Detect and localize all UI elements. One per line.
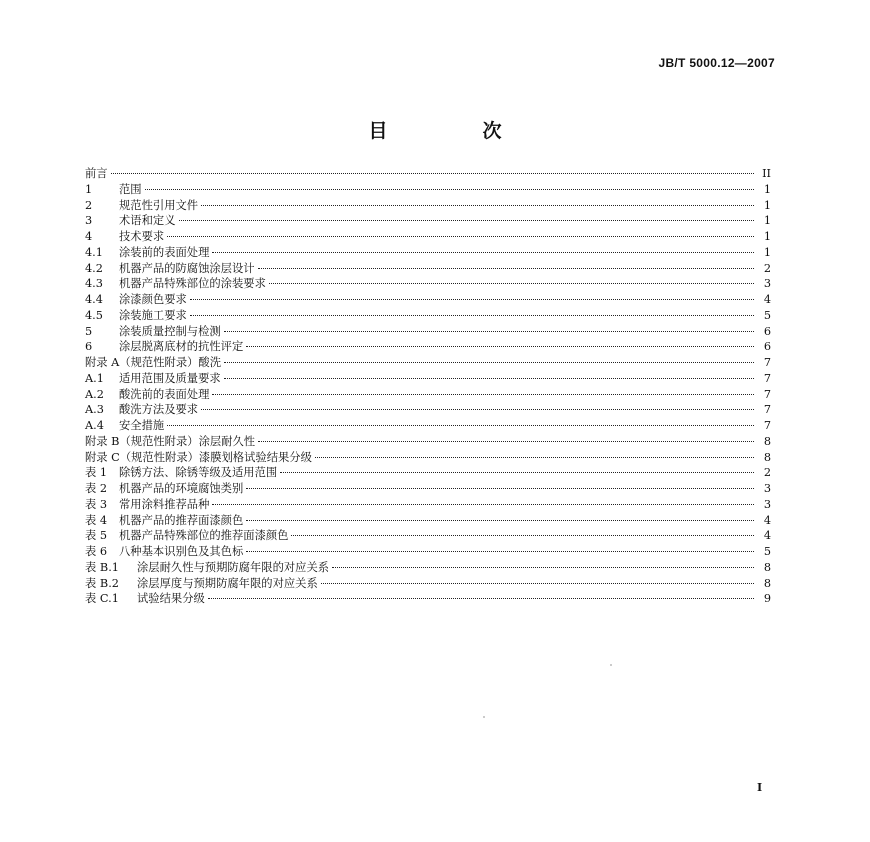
- toc-dot-leader: [315, 457, 754, 458]
- toc-dot-leader: [212, 252, 754, 253]
- toc-entry-number: 4.1: [85, 245, 103, 259]
- toc-entry[interactable]: [85, 261, 771, 277]
- toc-entry-page: 1: [763, 198, 771, 212]
- toc-dot-leader: [269, 283, 754, 284]
- toc-dot-leader: [246, 520, 754, 521]
- toc-entry-number: 4.4: [85, 293, 103, 306]
- toc-entry-page: 1: [763, 230, 771, 243]
- toc-entry-label: [85, 182, 142, 198]
- toc-entry-page: 8: [763, 560, 771, 574]
- toc-entry-label: [85, 166, 108, 182]
- toc-entry-number: 表 1: [85, 466, 108, 480]
- toc-entry-page: 7: [763, 371, 771, 385]
- toc-dot-leader: [208, 598, 754, 599]
- toc-entry[interactable]: [85, 308, 771, 324]
- toc-entry[interactable]: [85, 245, 771, 261]
- toc-entry[interactable]: [85, 182, 771, 198]
- toc-entry-label: [85, 213, 176, 229]
- toc-entry[interactable]: [85, 418, 771, 434]
- toc-entry-page: 1: [763, 214, 771, 228]
- toc-dot-leader: [179, 220, 755, 221]
- toc-entry-label: [85, 229, 164, 245]
- toc-dot-leader: [246, 551, 754, 552]
- toc-entry[interactable]: [85, 528, 771, 544]
- toc-entry[interactable]: [85, 434, 771, 450]
- toc-entry-text: 适用范围及质量要求: [119, 371, 221, 385]
- toc-entry-text: 术语和定义: [119, 214, 176, 228]
- toc-entry-page: 8: [763, 434, 771, 448]
- toc-entry[interactable]: [85, 513, 771, 529]
- toc-entry-label: [85, 528, 288, 544]
- toc-dot-leader: [145, 189, 754, 190]
- toc-entry-number: 表 3: [85, 497, 108, 511]
- toc-entry-label: [85, 497, 209, 513]
- toc-entry-number: 1: [85, 182, 93, 196]
- toc-entry-label: [85, 292, 187, 308]
- toc-entry-text: 涂装前的表面处理: [119, 245, 210, 259]
- toc-entry-text: 机器产品特殊部位的涂装要求: [119, 277, 266, 291]
- toc-entry-label: [85, 324, 221, 340]
- toc-entry-text: 涂层脱离底材的抗性评定: [119, 340, 244, 354]
- toc-entry-page: 6: [763, 324, 771, 338]
- toc-entry-page: 4: [763, 513, 771, 527]
- toc-entry-number: 4.5: [85, 308, 103, 322]
- toc-entry-label: [85, 418, 164, 434]
- toc-entry-page: 9: [763, 592, 771, 606]
- toc-dot-leader: [190, 299, 754, 300]
- toc-entry-page: 8: [763, 450, 771, 464]
- toc-entry[interactable]: [85, 591, 771, 607]
- toc-entry-text: 试验结果分级: [137, 592, 205, 606]
- toc-entry-text: 常用涂料推荐品种: [119, 497, 210, 511]
- toc-entry-number: 表 B.1: [85, 560, 119, 574]
- toc-entry-page: 3: [763, 482, 771, 495]
- toc-entry-page: 5: [763, 545, 771, 558]
- toc-entry-number: 表 6: [85, 545, 108, 558]
- toc-entry-label: [85, 544, 243, 560]
- toc-entry[interactable]: [85, 544, 771, 560]
- toc-entry[interactable]: [85, 213, 771, 229]
- toc-entry[interactable]: [85, 292, 771, 308]
- toc-entry-number: 2: [85, 198, 93, 212]
- toc-entry-page: 7: [763, 403, 771, 417]
- toc-dot-leader: [321, 583, 754, 584]
- toc-dot-leader: [224, 331, 754, 332]
- toc-entry-text: 范围: [119, 182, 142, 196]
- toc-dot-leader: [190, 315, 754, 316]
- toc-entry-label: [85, 402, 198, 418]
- toc-entry-text: 附录 B（规范性附录）涂层耐久性: [85, 434, 256, 448]
- toc-entry-page: 7: [763, 387, 771, 401]
- toc-dot-leader: [258, 268, 754, 269]
- toc-entry-page: II: [762, 167, 771, 180]
- toc-entry-page: 2: [763, 466, 771, 480]
- standard-code: JB/T 5000.12—2007: [658, 56, 775, 70]
- toc-entry-number: A.1: [85, 371, 104, 385]
- toc-entry-label: [85, 261, 255, 277]
- toc-entry-page: 7: [763, 419, 771, 432]
- toc-entry-label: [85, 591, 205, 607]
- toc-entry-text: 涂装质量控制与检测: [119, 324, 221, 338]
- toc-entry-text: 机器产品的推荐面漆颜色: [119, 513, 244, 527]
- toc-dot-leader: [332, 567, 754, 568]
- toc-entry-label: [85, 434, 255, 450]
- toc-entry[interactable]: [85, 465, 771, 481]
- toc-entry-text: 除锈方法、除锈等级及适用范围: [119, 466, 278, 480]
- toc-entry[interactable]: [85, 371, 771, 387]
- toc-entry-text: 前言: [85, 167, 108, 180]
- toc-entry-number: 表 C.1: [85, 592, 119, 606]
- toc-entry-label: [85, 576, 318, 592]
- toc-entry-number: 4: [85, 230, 93, 243]
- toc-entry[interactable]: [85, 560, 771, 576]
- scan-speck: [483, 716, 485, 718]
- toc-entry-text: 机器产品的环境腐蚀类别: [119, 482, 244, 495]
- toc-entry-label: [85, 465, 277, 481]
- toc-entry-page: 1: [763, 182, 771, 196]
- toc-entry-text: 涂层厚度与预期防腐年限的对应关系: [137, 576, 318, 590]
- toc-entry-text: 机器产品的防腐蚀涂层设计: [119, 261, 255, 275]
- toc-entry-page: 3: [763, 497, 771, 511]
- toc-entry-page: 2: [763, 261, 771, 275]
- toc-entry-page: 8: [763, 576, 771, 590]
- toc-entry[interactable]: [85, 198, 771, 214]
- toc-entry-label: [85, 513, 243, 529]
- toc-entry-number: A.4: [85, 419, 104, 432]
- toc-entry[interactable]: [85, 339, 771, 355]
- toc-entry-page: 5: [763, 308, 771, 322]
- toc-entry-label: [85, 560, 329, 576]
- toc-dot-leader: [224, 378, 754, 379]
- toc-entry-number: 表 4: [85, 513, 108, 527]
- toc-entry-text: 八种基本识别色及其色标: [119, 545, 244, 558]
- toc-entry-page: 7: [763, 356, 771, 369]
- toc-entry-number: 表 2: [85, 482, 108, 495]
- toc-entry-number: 表 5: [85, 529, 108, 543]
- toc-dot-leader: [167, 236, 754, 237]
- toc-dot-leader: [167, 425, 754, 426]
- toc-entry[interactable]: [85, 402, 771, 418]
- page-title: 目 次: [368, 120, 540, 142]
- toc-entry-label: [85, 245, 209, 261]
- toc-entry-number: 4.2: [85, 261, 103, 275]
- toc-dot-leader: [111, 173, 754, 174]
- toc-entry-label: [85, 276, 266, 292]
- toc-entry[interactable]: [85, 324, 771, 340]
- toc-entry[interactable]: [85, 387, 771, 403]
- toc-entry-label: [85, 450, 312, 466]
- toc-entry-page: 4: [763, 529, 771, 543]
- toc-entry-text: 酸洗前的表面处理: [119, 387, 210, 401]
- toc-entry[interactable]: [85, 497, 771, 513]
- toc-entry-page: 4: [763, 293, 771, 306]
- toc-entry-label: [85, 481, 243, 497]
- toc-dot-leader: [258, 441, 754, 442]
- toc-entry-text: 酸洗方法及要求: [119, 403, 199, 417]
- toc-dot-leader: [246, 346, 754, 347]
- scan-speck: [610, 664, 612, 666]
- toc-entry-number: 6: [85, 340, 93, 354]
- toc-entry-label: [85, 198, 198, 214]
- toc-entry-label: [85, 387, 209, 403]
- toc-dot-leader: [246, 488, 754, 489]
- toc-dot-leader: [212, 394, 754, 395]
- toc-entry-number: 4.3: [85, 277, 103, 291]
- toc-dot-leader: [224, 362, 754, 363]
- toc-entry-number: A.3: [85, 403, 104, 417]
- toc-entry-page: 1: [763, 245, 771, 259]
- toc-entry-label: [85, 339, 243, 355]
- toc-dot-leader: [212, 504, 754, 505]
- toc-entry[interactable]: [85, 576, 771, 592]
- toc-entry-text: 安全措施: [119, 419, 165, 432]
- toc-entry-text: 附录 A（规范性附录）酸洗: [85, 356, 222, 369]
- table-of-contents: [85, 166, 771, 607]
- toc-entry-text: 涂装施工要求: [119, 308, 187, 322]
- toc-entry-label: [85, 355, 221, 371]
- toc-entry[interactable]: [85, 450, 771, 466]
- toc-dot-leader: [280, 472, 754, 473]
- toc-entry[interactable]: [85, 276, 771, 292]
- toc-entry-number: 表 B.2: [85, 576, 119, 590]
- toc-entry-number: 3: [85, 214, 93, 228]
- toc-dot-leader: [201, 205, 754, 206]
- toc-entry-text: 涂层耐久性与预期防腐年限的对应关系: [137, 560, 330, 574]
- toc-entry[interactable]: [85, 229, 771, 245]
- toc-entry-text: 附录 C（规范性附录）漆膜划格试验结果分级: [85, 450, 312, 464]
- toc-dot-leader: [201, 409, 754, 410]
- toc-entry-text: 涂漆颜色要求: [119, 293, 187, 306]
- toc-entry-label: [85, 308, 187, 324]
- toc-entry[interactable]: [85, 355, 771, 371]
- toc-entry[interactable]: [85, 481, 771, 497]
- toc-entry-number: 5: [85, 324, 93, 338]
- toc-entry-text: 规范性引用文件: [119, 198, 199, 212]
- toc-entry-text: 技术要求: [119, 230, 165, 243]
- toc-entry[interactable]: [85, 166, 771, 182]
- toc-entry-page: 3: [763, 277, 771, 291]
- toc-entry-page: 6: [763, 340, 771, 354]
- toc-entry-label: [85, 371, 221, 387]
- toc-entry-text: 机器产品特殊部位的推荐面漆颜色: [119, 529, 289, 543]
- toc-entry-number: A.2: [85, 387, 104, 401]
- toc-dot-leader: [291, 535, 754, 536]
- page-number: I: [757, 781, 763, 794]
